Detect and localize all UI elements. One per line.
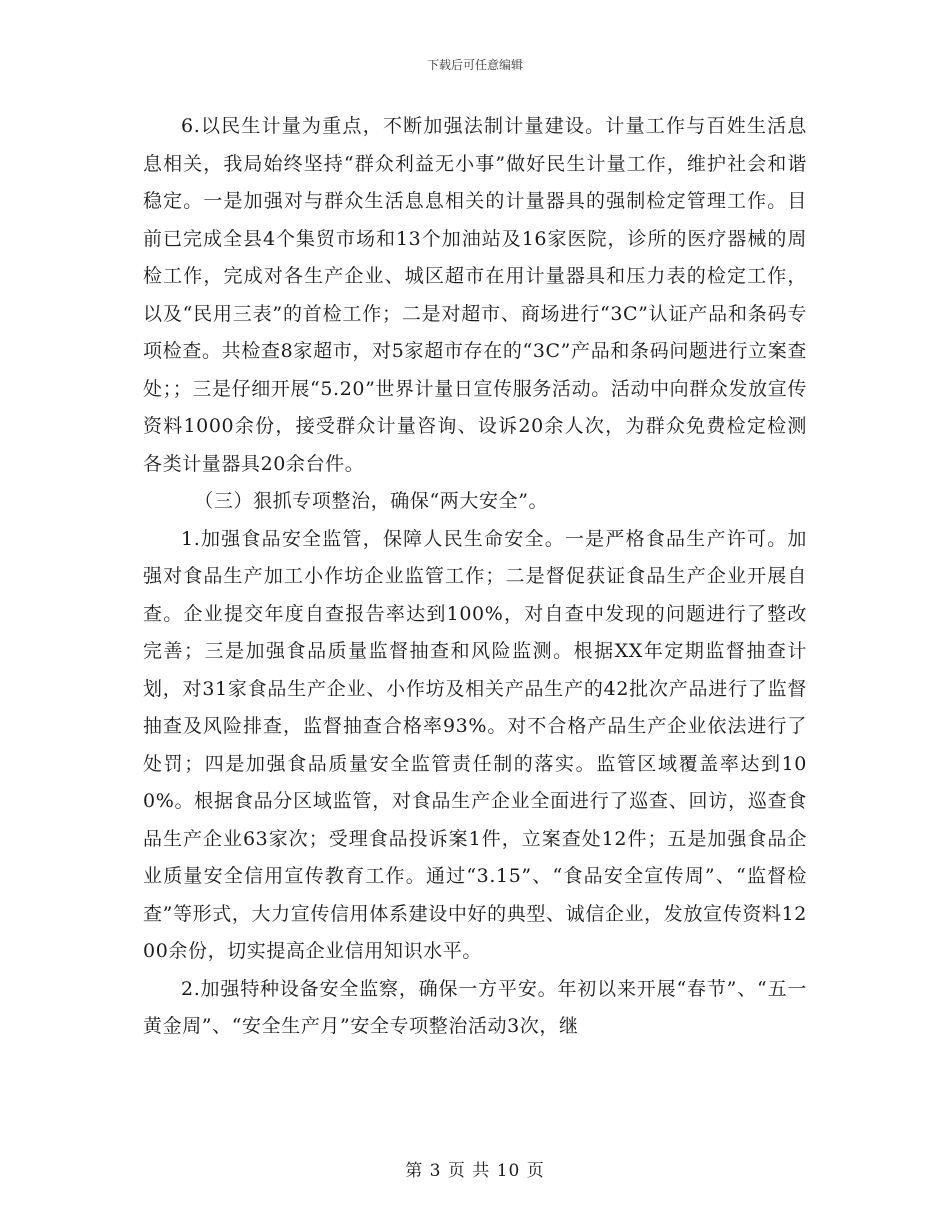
- document-body: [143, 108, 807, 1046]
- page-number: 第 3 页 共 10 页: [405, 1161, 545, 1181]
- paragraph-food-safety: 1.加强食品安全监管，保障人民生命安全。一是严格食品生产许可。加强对食品生产加工小作坊企业监管工作；二是督促获证食品生产企业开展自查。企业提交年度自查报告率达到100%，对自查中发现的问题进行了整改完善；三是加强食品质量监督抽查和风险监测。根据XX年定期监督抽查计划，对31家食品生产企业、小作坊及相关产品生产的42批次产品进行了监督抽查及风险排查，监督抽查合格率93%。对不合格产品生产企业依法进行了处罚；四是加强食品质量安全监管责任制的落实。监管区域覆盖率达到100%。根据食品分区域监管，对食品生产企业全面进行了巡查、回访，巡查食品生产企业63家次；受理食品投诉案1件，立案查处12件；五是加强食品企业质量安全信用宣传教育工作。通过“3.15”、“食品安全宣传周”、“监督检查”等形式，大力宣传信用体系建设中好的典型、诚信企业，发放宣传资料1200余份，切实提高企业信用知识水平。: [143, 527, 807, 962]
- paragraph-metrology: 6.以民生计量为重点，不断加强法制计量建设。计量工作与百姓生活息息相关，我局始终坚持“群众利益无小事”做好民生计量工作，维护社会和谐稳定。一是加强对与群众生活息息相关的计量器具的强制检定管理工作。目前已完成全县4个集贸市场和13个加油站及16家医院，诊所的医疗器械的周检工作，完成对各生产企业、城区超市在用计量器具和压力表的检定工作，以及“民用三表”的首检工作；二是对超市、商场进行“3C”认证产品和条码专项检查。共检查8家超市，对5家超市存在的“3C”产品和条码问题进行立案查处；；三是仔细开展“5.20”世界计量日宣传服务活动。活动中向群众发放宣传资料1000余份，接受群众计量咨询、设诉20余人次，为群众免费检定检测各类计量器具20余台件。: [143, 115, 807, 475]
- section-heading-two-safety: （三）狠抓专项整治，确保“两大安全”。: [194, 490, 549, 512]
- page-header: 下载后可任意编辑: [426, 58, 523, 72]
- paragraph-special-equipment: 2.加强特种设备安全监察，确保一方平安。年初以来开展“春节”、“五一黄金周”、“安全生产月”安全专项整治活动3次，继: [143, 977, 807, 1037]
